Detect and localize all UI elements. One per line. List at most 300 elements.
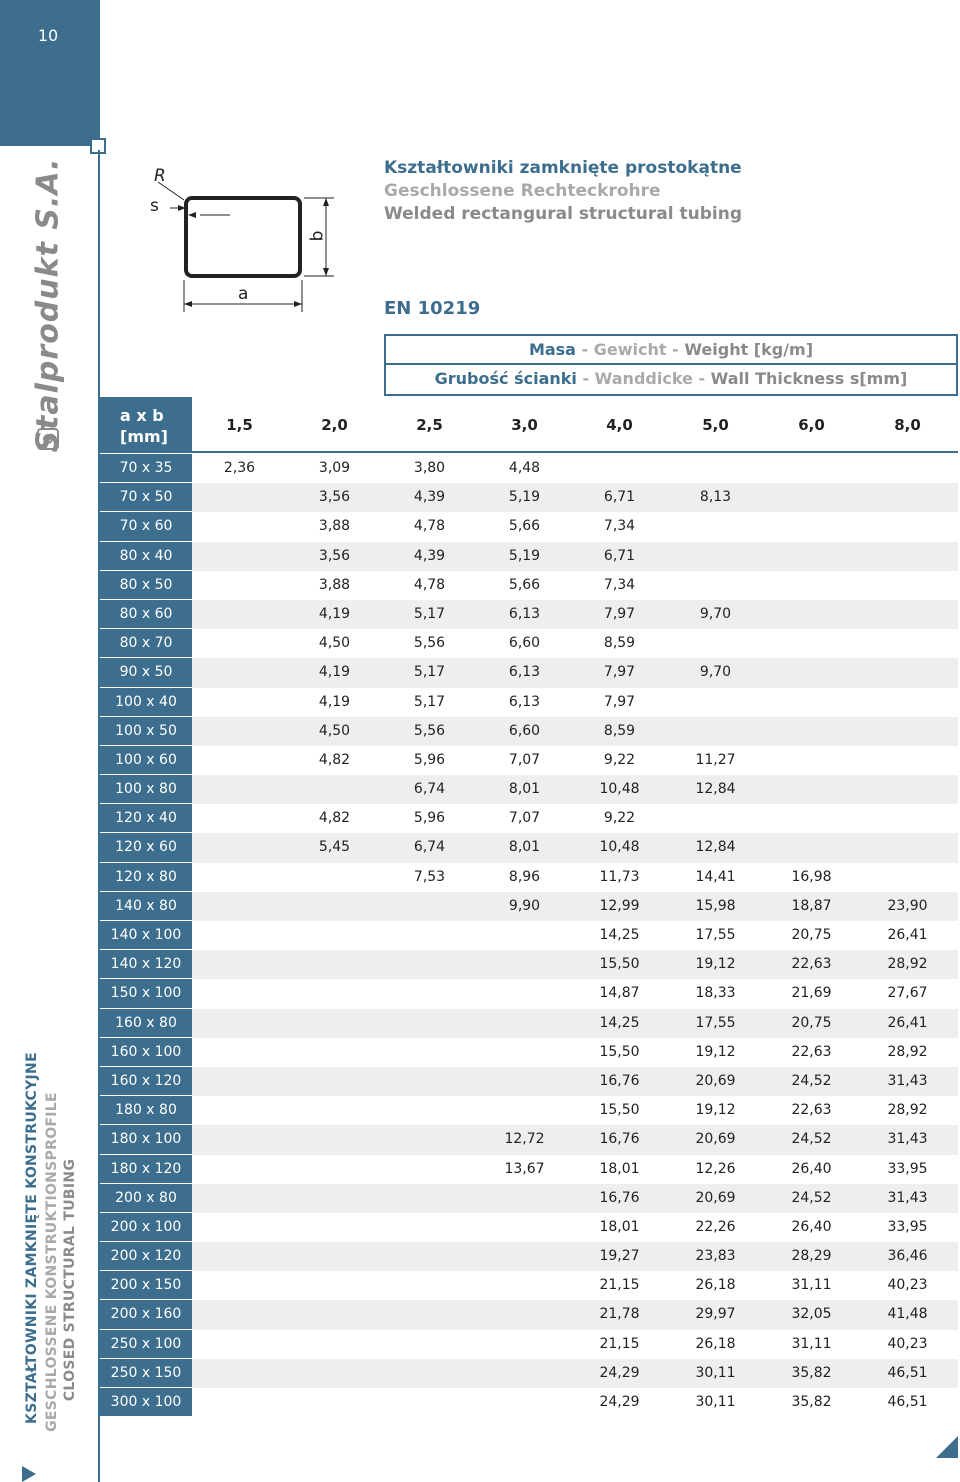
table-cell (764, 542, 859, 571)
table-cell (192, 1155, 287, 1184)
table-cell: 7,97 (603, 693, 636, 710)
table-cell: 7,97 (603, 605, 636, 622)
table-cell: 7,07 (508, 810, 541, 827)
table-cell: 4,19 (318, 605, 351, 622)
table-cell: 4,78 (413, 518, 446, 535)
table-cell: 24,29 (599, 1394, 640, 1410)
row-size-label: 80 x 40 (100, 542, 192, 571)
table-cell: 27,67 (887, 985, 928, 1002)
table-cell (192, 863, 287, 892)
side-label-polish: KSZTAŁTOWNIKI ZAMKNIĘTE KONSTRUKCYJNE (24, 1052, 40, 1424)
table-cell (477, 950, 572, 979)
table-cell: 18,01 (599, 1218, 640, 1235)
table-cell: 21,78 (599, 1306, 640, 1323)
table-cell (477, 1359, 572, 1388)
table-cell (192, 1271, 287, 1300)
table-cell: 20,69 (695, 1072, 736, 1089)
mass-label-en: Weight [kg/m] (684, 340, 814, 359)
table-cell: 28,29 (791, 1248, 832, 1265)
table-cell: 24,29 (599, 1364, 640, 1381)
sidebar (0, 0, 100, 1482)
table-row (100, 600, 958, 629)
table-cell: 26,41 (887, 927, 928, 943)
table-cell (192, 1330, 287, 1359)
table-cell (287, 979, 382, 1008)
table-cell (192, 1125, 287, 1154)
table-cell: 7,07 (508, 751, 541, 768)
row-size-label: 180 x 120 (100, 1155, 192, 1184)
table-cell (764, 483, 859, 512)
table-cell (764, 804, 859, 833)
table-cell: 20,75 (791, 927, 832, 943)
table-cell (860, 717, 955, 746)
table-cell (860, 833, 955, 862)
table-cell (860, 804, 955, 833)
table-cell: 6,60 (508, 635, 541, 652)
table-cell (668, 512, 763, 541)
table-cell (382, 950, 477, 979)
table-cell (192, 629, 287, 658)
table-cell: 14,87 (599, 985, 640, 1002)
table-cell: 20,69 (695, 1189, 736, 1206)
table-cell (192, 600, 287, 629)
table-cell: 10,48 (599, 839, 640, 856)
table-cell: 16,76 (599, 1189, 640, 1206)
table-cell: 11,27 (695, 751, 736, 768)
row-size-label: 100 x 50 (100, 717, 192, 746)
mass-label-de: Gewicht (593, 340, 667, 359)
table-cell: 14,41 (695, 868, 736, 885)
table-cell: 9,70 (699, 664, 732, 681)
table-cell (860, 658, 955, 687)
table-row (100, 746, 958, 775)
row-size-label: 120 x 40 (100, 804, 192, 833)
table-cell (192, 571, 287, 600)
table-cell: 6,13 (508, 605, 541, 622)
size-header-line1: a x b (120, 406, 164, 425)
table-cell: 4,82 (318, 810, 351, 827)
row-size-label: 200 x 150 (100, 1271, 192, 1300)
table-cell: 36,46 (887, 1248, 928, 1265)
table-cell (764, 629, 859, 658)
table-cell (287, 1213, 382, 1242)
table-cell (287, 921, 382, 950)
table-cell: 6,13 (508, 664, 541, 681)
table-cell: 5,56 (413, 635, 446, 652)
table-cell (192, 833, 287, 862)
row-size-label: 80 x 70 (100, 629, 192, 658)
table-row (100, 542, 958, 571)
table-cell (860, 571, 955, 600)
row-size-label: 200 x 80 (100, 1184, 192, 1213)
table-row (100, 1184, 958, 1213)
table-cell (382, 1388, 477, 1417)
table-cell (477, 1388, 572, 1417)
side-label-english: CLOSED STRUCTURAL TUBING (62, 1158, 78, 1402)
table-cell: 2,36 (223, 460, 256, 476)
table-row (100, 1242, 958, 1271)
table-cell: 5,66 (508, 576, 541, 593)
table-cell (860, 600, 955, 629)
row-size-label: 160 x 80 (100, 1009, 192, 1038)
table-cell (287, 1330, 382, 1359)
table-cell (192, 658, 287, 687)
table-cell: 35,82 (791, 1394, 832, 1410)
table-cell (287, 1155, 382, 1184)
table-cell: 20,69 (695, 1131, 736, 1148)
table-cell (668, 688, 763, 717)
table-cell: 18,87 (791, 897, 832, 914)
table-cell: 4,82 (318, 751, 351, 768)
table-cell: 5,45 (318, 839, 351, 856)
thickness-values-header (192, 397, 958, 453)
row-size-label: 160 x 100 (100, 1038, 192, 1067)
table-cell: 41,48 (887, 1306, 928, 1323)
table-cell: 17,55 (695, 927, 736, 943)
table-row (100, 512, 958, 541)
table-cell: 24,52 (791, 1189, 832, 1206)
table-cell: 32,05 (791, 1306, 832, 1323)
table-cell (477, 1096, 572, 1125)
table-row (100, 483, 958, 512)
row-size-label: 200 x 160 (100, 1300, 192, 1329)
table-cell: 4,78 (413, 576, 446, 593)
table-cell: 8,01 (508, 839, 541, 856)
table-cell (477, 1184, 572, 1213)
table-row (100, 1155, 958, 1184)
title-polish: Kształtowniki zamknięte prostokątne (384, 158, 742, 178)
table-cell (192, 717, 287, 746)
table-cell: 8,59 (603, 722, 636, 739)
table-cell: 3,88 (318, 576, 351, 593)
row-size-label: 140 x 80 (100, 892, 192, 921)
row-size-label: 150 x 100 (100, 979, 192, 1008)
row-size-label: 140 x 120 (100, 950, 192, 979)
table-cell: 28,92 (887, 1043, 928, 1060)
table-cell: 21,15 (599, 1277, 640, 1294)
table-row (100, 892, 958, 921)
triangle-arrow-icon (22, 1466, 36, 1482)
diagram-label-b: b (307, 230, 328, 242)
table-cell: 35,82 (791, 1364, 832, 1381)
table-cell (860, 746, 955, 775)
table-cell: 12,72 (504, 1131, 545, 1148)
table-cell: 12,84 (695, 781, 736, 798)
table-cell (192, 1213, 287, 1242)
table-cell (287, 892, 382, 921)
table-cell: 7,34 (603, 576, 636, 593)
row-size-label: 100 x 40 (100, 688, 192, 717)
row-size-label: 200 x 120 (100, 1242, 192, 1271)
table-cell: 6,13 (508, 693, 541, 710)
table-cell (192, 688, 287, 717)
table-row (100, 1038, 958, 1067)
table-cell (192, 979, 287, 1008)
table-row (100, 1067, 958, 1096)
table-cell (382, 1330, 477, 1359)
size-column-header (100, 397, 192, 453)
table-cell (382, 1125, 477, 1154)
table-cell (382, 892, 477, 921)
table-row (100, 658, 958, 687)
table-cell (192, 1300, 287, 1329)
table-cell (192, 512, 287, 541)
table-cell: 26,18 (695, 1277, 736, 1294)
table-cell: 4,39 (413, 547, 446, 564)
table-cell (382, 979, 477, 1008)
table-cell: 5,96 (413, 751, 446, 768)
mass-label-pl: Masa (528, 340, 576, 359)
table-row (100, 1330, 958, 1359)
table-cell: 24,52 (791, 1131, 832, 1148)
table-cell: 6,71 (603, 547, 636, 564)
table-cell: 13,67 (504, 1160, 545, 1177)
table-cell (192, 1038, 287, 1067)
thickness-header-cell: 1,5 (226, 416, 253, 434)
table-cell: 26,40 (791, 1218, 832, 1235)
table-cell (192, 1359, 287, 1388)
table-cell (860, 629, 955, 658)
table-cell (764, 600, 859, 629)
table-cell: 6,71 (603, 489, 636, 506)
table-row (100, 1009, 958, 1038)
table-cell: 31,43 (887, 1072, 928, 1089)
table-cell (192, 1096, 287, 1125)
table-cell: 6,74 (413, 781, 446, 798)
table-cell: 20,75 (791, 1014, 832, 1031)
table-cell: 4,19 (318, 664, 351, 681)
table-cell: 7,97 (603, 664, 636, 681)
table-cell: 5,19 (508, 489, 541, 506)
table-cell (382, 1300, 477, 1329)
standard-code: EN 10219 (384, 298, 481, 319)
table-cell (287, 1388, 382, 1417)
table-cell (287, 950, 382, 979)
row-size-label: 70 x 35 (100, 454, 192, 483)
table-cell: 8,01 (508, 781, 541, 798)
table-cell: 5,96 (413, 810, 446, 827)
table-cell (764, 775, 859, 804)
separator: - (575, 340, 594, 359)
title-german: Geschlossene Rechteckrohre (384, 181, 661, 201)
table-row (100, 979, 958, 1008)
row-size-label: 100 x 80 (100, 775, 192, 804)
separator: - (576, 369, 595, 388)
table-cell: 4,19 (318, 693, 351, 710)
table-cell (192, 1388, 287, 1417)
table-row (100, 629, 958, 658)
table-cell (192, 950, 287, 979)
table-cell (477, 1213, 572, 1242)
page-number: 10 (37, 26, 59, 45)
table-row (100, 1125, 958, 1154)
table-cell: 26,41 (887, 1014, 928, 1031)
table-cell (287, 863, 382, 892)
table-cell (860, 542, 955, 571)
weight-table (100, 454, 958, 1417)
cross-section-diagram (140, 160, 350, 324)
table-cell (668, 571, 763, 600)
table-cell (382, 1359, 477, 1388)
table-cell (668, 717, 763, 746)
row-size-label: 160 x 120 (100, 1067, 192, 1096)
separator: - (692, 369, 711, 388)
row-size-label: 70 x 60 (100, 512, 192, 541)
row-size-label: 250 x 100 (100, 1330, 192, 1359)
table-cell: 4,50 (318, 722, 351, 739)
table-cell: 5,56 (413, 722, 446, 739)
table-row (100, 1096, 958, 1125)
table-cell (192, 1242, 287, 1271)
thickness-header-cell: 2,0 (321, 416, 348, 434)
table-cell (860, 863, 955, 892)
table-cell (860, 512, 955, 541)
separator: - (666, 340, 685, 359)
table-cell (287, 1359, 382, 1388)
table-cell (477, 1330, 572, 1359)
table-cell: 29,97 (695, 1306, 736, 1323)
table-cell: 28,92 (887, 1102, 928, 1119)
size-header-line2: [mm] (120, 427, 168, 446)
table-cell: 5,17 (413, 693, 446, 710)
table-cell (287, 1067, 382, 1096)
table-cell: 19,27 (599, 1248, 640, 1265)
table-cell: 14,25 (599, 927, 640, 943)
table-cell: 8,59 (603, 635, 636, 652)
table-cell: 19,12 (695, 956, 736, 973)
table-cell: 9,90 (508, 897, 541, 914)
row-size-label: 140 x 100 (100, 921, 192, 950)
table-cell (477, 1009, 572, 1038)
table-cell: 22,63 (791, 956, 832, 973)
table-cell: 8,13 (699, 489, 732, 506)
table-cell (764, 717, 859, 746)
table-cell (382, 1096, 477, 1125)
table-cell (477, 1300, 572, 1329)
diagram-label-s: s (150, 196, 159, 216)
table-cell: 14,25 (599, 1014, 640, 1031)
table-cell (572, 454, 667, 483)
table-cell: 26,18 (695, 1335, 736, 1352)
table-cell (382, 1009, 477, 1038)
table-cell: 12,84 (695, 839, 736, 856)
table-cell: 15,50 (599, 1102, 640, 1119)
table-row (100, 775, 958, 804)
table-cell (287, 1184, 382, 1213)
table-cell (382, 1242, 477, 1271)
table-cell (287, 775, 382, 804)
table-row (100, 833, 958, 862)
table-cell: 3,56 (318, 547, 351, 564)
row-size-label: 80 x 50 (100, 571, 192, 600)
table-cell (192, 804, 287, 833)
table-cell (477, 1067, 572, 1096)
table-cell: 26,40 (791, 1160, 832, 1177)
table-cell (382, 921, 477, 950)
table-cell: 3,80 (413, 460, 446, 476)
table-cell (477, 1242, 572, 1271)
table-cell: 4,50 (318, 635, 351, 652)
table-cell: 3,56 (318, 489, 351, 506)
row-size-label: 300 x 100 (100, 1388, 192, 1417)
table-cell: 17,55 (695, 1014, 736, 1031)
table-row (100, 717, 958, 746)
table-cell (287, 1271, 382, 1300)
thickness-header-cell: 4,0 (606, 416, 633, 434)
table-cell (668, 542, 763, 571)
table-cell: 15,50 (599, 1043, 640, 1060)
table-cell (192, 921, 287, 950)
table-cell: 5,19 (508, 547, 541, 564)
table-cell (860, 775, 955, 804)
table-cell (192, 1067, 287, 1096)
table-cell: 12,26 (695, 1160, 736, 1177)
table-cell: 28,92 (887, 956, 928, 973)
thickness-header-cell: 3,0 (511, 416, 538, 434)
thickness-header-cell: 5,0 (702, 416, 729, 434)
table-cell: 6,74 (413, 839, 446, 856)
diagram-label-r: R (154, 166, 166, 186)
table-row (100, 950, 958, 979)
table-cell (477, 1271, 572, 1300)
table-cell (192, 746, 287, 775)
table-cell (668, 629, 763, 658)
table-cell: 5,17 (413, 664, 446, 681)
table-cell (764, 746, 859, 775)
table-row (100, 1300, 958, 1329)
table-cell: 3,09 (318, 460, 351, 476)
table-cell: 30,11 (695, 1394, 736, 1410)
table-cell (382, 1155, 477, 1184)
table-cell: 5,66 (508, 518, 541, 535)
table-cell: 18,01 (599, 1160, 640, 1177)
corner-triangle-icon (936, 1436, 958, 1458)
diagram-label-a: a (238, 284, 249, 304)
row-size-label: 180 x 80 (100, 1096, 192, 1125)
table-cell: 23,83 (695, 1248, 736, 1265)
table-cell: 12,99 (599, 897, 640, 914)
table-cell (192, 892, 287, 921)
table-cell: 19,12 (695, 1043, 736, 1060)
table-cell: 23,90 (887, 897, 928, 914)
table-row (100, 454, 958, 483)
row-size-label: 70 x 50 (100, 483, 192, 512)
row-size-label: 200 x 100 (100, 1213, 192, 1242)
row-size-label: 100 x 60 (100, 746, 192, 775)
table-cell: 40,23 (887, 1277, 928, 1294)
table-cell: 10,48 (599, 781, 640, 798)
table-row (100, 688, 958, 717)
table-cell (477, 921, 572, 950)
table-cell (668, 454, 763, 483)
table-cell (192, 1009, 287, 1038)
table-cell: 21,15 (599, 1335, 640, 1352)
table-cell (287, 1242, 382, 1271)
table-cell: 15,98 (695, 897, 736, 914)
table-cell: 22,63 (791, 1043, 832, 1060)
row-size-label: 120 x 60 (100, 833, 192, 862)
table-cell: 31,43 (887, 1189, 928, 1206)
table-cell (287, 1300, 382, 1329)
table-cell: 33,95 (887, 1160, 928, 1177)
table-cell: 9,22 (603, 751, 636, 768)
thickness-header-cell: 2,5 (416, 416, 443, 434)
table-cell: 31,11 (791, 1335, 832, 1352)
table-cell: 46,51 (887, 1394, 928, 1410)
thickness-header-cell: 8,0 (894, 416, 921, 434)
table-cell (287, 1096, 382, 1125)
table-cell (382, 1184, 477, 1213)
